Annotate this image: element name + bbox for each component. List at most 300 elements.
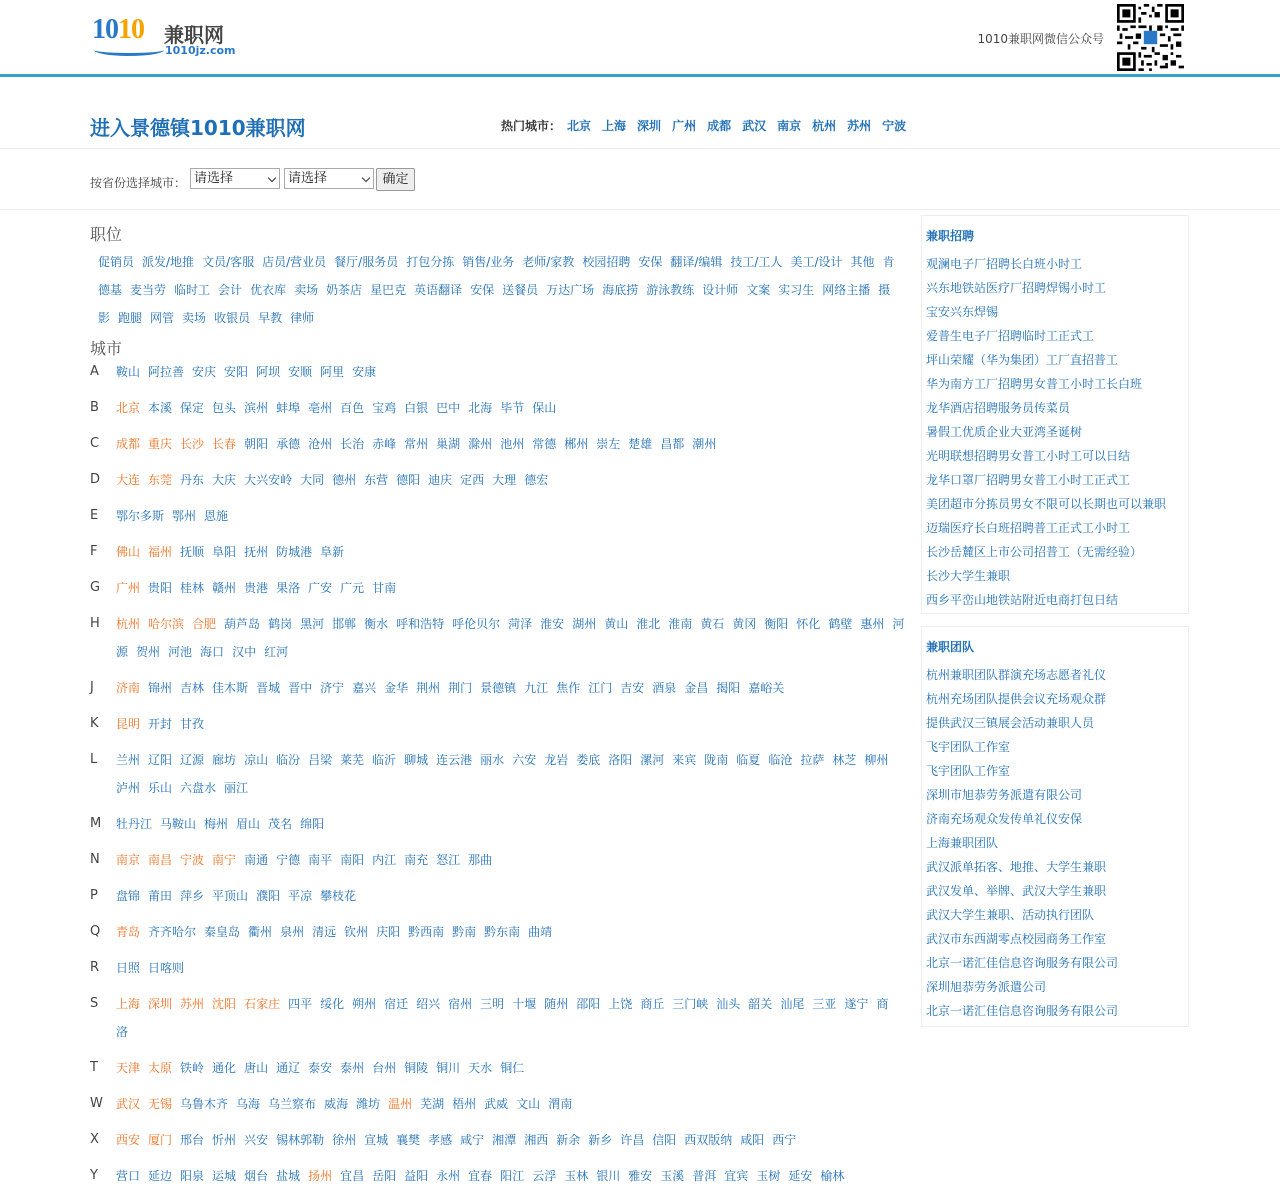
city-link[interactable]: 武汉 <box>116 1097 141 1111</box>
city-link[interactable]: 上海 <box>116 997 141 1011</box>
city-link[interactable]: 昌都 <box>660 437 685 451</box>
side-team-link[interactable]: 杭州充场团队提供会议充场观众群 <box>926 692 1107 706</box>
city-link[interactable]: 宣城 <box>364 1133 389 1147</box>
city-link[interactable]: 临沂 <box>372 753 397 767</box>
city-link[interactable]: 柳州 <box>864 753 889 767</box>
job-category-link[interactable]: 文员/客服 <box>202 255 255 269</box>
city-link[interactable]: 阳江 <box>500 1169 525 1183</box>
job-category-link[interactable]: 美工/设计 <box>790 255 843 269</box>
city-link[interactable]: 哈尔滨 <box>148 617 185 631</box>
job-category-link[interactable]: 会计 <box>218 283 243 297</box>
city-link[interactable]: 阜新 <box>320 545 345 559</box>
city-link[interactable]: 西安 <box>116 1133 141 1147</box>
city-link[interactable]: 酒泉 <box>652 681 677 695</box>
city-link[interactable]: 晋中 <box>288 681 313 695</box>
city-link[interactable]: 廊坊 <box>212 753 237 767</box>
city-link[interactable]: 合肥 <box>192 617 217 631</box>
city-link[interactable]: 郴州 <box>564 437 589 451</box>
city-link[interactable]: 三亚 <box>812 997 837 1011</box>
city-link[interactable]: 平顶山 <box>212 889 249 903</box>
city-link[interactable]: 滨州 <box>244 401 269 415</box>
city-link[interactable]: 萍乡 <box>180 889 205 903</box>
job-category-link[interactable]: 送餐员 <box>502 283 539 297</box>
city-link[interactable]: 西双版纳 <box>684 1133 733 1147</box>
job-category-link[interactable]: 星巴克 <box>370 283 407 297</box>
city-link[interactable]: 莆田 <box>148 889 173 903</box>
city-link[interactable]: 苏州 <box>180 997 205 1011</box>
job-category-link[interactable]: 卖场 <box>294 283 319 297</box>
city-link[interactable]: 乌兰察布 <box>268 1097 317 1111</box>
job-category-link[interactable]: 文案 <box>746 283 771 297</box>
city-link[interactable]: 曲靖 <box>528 925 553 939</box>
city-link[interactable]: 长春 <box>212 437 237 451</box>
job-category-link[interactable]: 店员/营业员 <box>262 255 327 269</box>
side-job-link[interactable]: 宝安兴东焊锡 <box>926 305 999 319</box>
city-link[interactable]: 乌海 <box>236 1097 261 1111</box>
side-team-link[interactable]: 北京一诺汇佳信息咨询服务有限公司 <box>926 1004 1119 1018</box>
city-link[interactable]: 佳木斯 <box>212 681 249 695</box>
side-job-link[interactable]: 光明联想招聘男女普工小时工可以日结 <box>926 449 1131 463</box>
side-job-link[interactable]: 迈瑞医疗长白班招聘普工正式工小时工 <box>926 521 1131 535</box>
city-link[interactable]: 唐山 <box>244 1061 269 1075</box>
city-link[interactable]: 广安 <box>308 581 333 595</box>
city-link[interactable]: 河源 <box>116 617 905 659</box>
side-job-link[interactable]: 爱普生电子厂招聘临时工正式工 <box>926 329 1095 343</box>
city-link[interactable]: 临沧 <box>768 753 793 767</box>
job-category-link[interactable]: 麦当劳 <box>130 283 167 297</box>
job-category-link[interactable]: 收银员 <box>214 311 251 325</box>
city-link[interactable]: 葫芦岛 <box>224 617 261 631</box>
city-link[interactable]: 眉山 <box>236 817 261 831</box>
city-link[interactable]: 辽阳 <box>148 753 173 767</box>
city-link[interactable]: 荆州 <box>416 681 441 695</box>
city-link[interactable]: 茂名 <box>268 817 293 831</box>
city-link[interactable]: 鄂州 <box>172 509 197 523</box>
city-link[interactable]: 德阳 <box>396 473 421 487</box>
city-link[interactable]: 梅州 <box>204 817 229 831</box>
city-link[interactable]: 崇左 <box>596 437 621 451</box>
city-link[interactable]: 随州 <box>544 997 569 1011</box>
city-link[interactable]: 德宏 <box>524 473 549 487</box>
city-link[interactable]: 盘锦 <box>116 889 141 903</box>
site-logo[interactable] <box>92 14 242 60</box>
city-link[interactable]: 丽水 <box>480 753 505 767</box>
hot-city-link[interactable]: 苏州 <box>847 119 872 133</box>
city-link[interactable]: 南昌 <box>148 853 173 867</box>
city-link[interactable]: 渭南 <box>548 1097 573 1111</box>
job-category-link[interactable]: 摄影 <box>98 283 891 325</box>
hot-city-link[interactable]: 南京 <box>777 119 802 133</box>
city-link[interactable]: 朝阳 <box>244 437 269 451</box>
city-link[interactable]: 六安 <box>512 753 537 767</box>
city-link[interactable]: 池州 <box>500 437 525 451</box>
city-link[interactable]: 濮阳 <box>256 889 281 903</box>
city-link[interactable]: 毕节 <box>500 401 525 415</box>
city-link[interactable]: 铜川 <box>436 1061 461 1075</box>
city-link[interactable]: 榆林 <box>820 1169 845 1183</box>
city-link[interactable]: 广州 <box>116 581 141 595</box>
city-link[interactable]: 贺州 <box>136 645 161 659</box>
city-link[interactable]: 咸宁 <box>460 1133 485 1147</box>
city-link[interactable]: 无锡 <box>148 1097 173 1111</box>
city-link[interactable]: 天津 <box>116 1061 141 1075</box>
city-link[interactable]: 汉中 <box>232 645 257 659</box>
city-link[interactable]: 黄山 <box>604 617 629 631</box>
city-link[interactable]: 济宁 <box>320 681 345 695</box>
city-link[interactable]: 延安 <box>788 1169 813 1183</box>
city-link[interactable]: 贵港 <box>244 581 269 595</box>
city-link[interactable]: 温州 <box>388 1097 413 1111</box>
city-link[interactable]: 庆阳 <box>376 925 401 939</box>
city-link[interactable]: 沧州 <box>308 437 333 451</box>
city-link[interactable]: 衡水 <box>364 617 389 631</box>
city-link[interactable]: 武威 <box>484 1097 509 1111</box>
city-link[interactable]: 九江 <box>524 681 549 695</box>
city-link[interactable]: 南通 <box>244 853 269 867</box>
city-link[interactable]: 淮南 <box>668 617 693 631</box>
city-link[interactable]: 安庆 <box>192 365 217 379</box>
job-category-link[interactable]: 律师 <box>290 311 315 325</box>
job-category-link[interactable]: 老师/家教 <box>522 255 575 269</box>
job-category-link[interactable]: 校园招聘 <box>582 255 631 269</box>
city-link[interactable]: 铜陵 <box>404 1061 429 1075</box>
city-link[interactable]: 衡阳 <box>764 617 789 631</box>
city-link[interactable]: 湘西 <box>524 1133 549 1147</box>
city-link[interactable]: 上饶 <box>608 997 633 1011</box>
city-link[interactable]: 吕梁 <box>308 753 333 767</box>
city-link[interactable]: 聊城 <box>404 753 429 767</box>
city-link[interactable]: 鞍山 <box>116 365 141 379</box>
job-category-link[interactable]: 翻译/编辑 <box>670 255 723 269</box>
side-job-link[interactable]: 暑假工优质企业大亚湾圣诞树 <box>926 425 1083 439</box>
job-category-link[interactable]: 肯德基 <box>98 255 895 297</box>
city-link[interactable]: 阿里 <box>320 365 345 379</box>
city-link[interactable]: 辽源 <box>180 753 205 767</box>
city-link[interactable]: 商丘 <box>640 997 665 1011</box>
city-link[interactable]: 邢台 <box>180 1133 205 1147</box>
city-link[interactable]: 吉安 <box>620 681 645 695</box>
city-link[interactable]: 佛山 <box>116 545 141 559</box>
city-link[interactable]: 十堰 <box>512 997 537 1011</box>
city-link[interactable]: 烟台 <box>244 1169 269 1183</box>
city-link[interactable]: 抚顺 <box>180 545 205 559</box>
city-link[interactable]: 深圳 <box>148 997 173 1011</box>
side-team-link[interactable]: 武汉市东西湖零点校园商务工作室 <box>926 932 1107 946</box>
city-link[interactable]: 淮安 <box>540 617 565 631</box>
city-link[interactable]: 汕尾 <box>780 997 805 1011</box>
city-link[interactable]: 黑河 <box>300 617 325 631</box>
job-category-link[interactable]: 其他 <box>850 255 875 269</box>
city-link[interactable]: 益阳 <box>404 1169 429 1183</box>
city-link[interactable]: 大同 <box>300 473 325 487</box>
city-link[interactable]: 商洛 <box>116 997 889 1039</box>
city-link[interactable]: 广元 <box>340 581 365 595</box>
city-link[interactable]: 红河 <box>264 645 289 659</box>
city-link[interactable]: 惠州 <box>860 617 885 631</box>
city-link[interactable]: 泸州 <box>116 781 141 795</box>
city-link[interactable]: 迪庆 <box>428 473 453 487</box>
city-link[interactable]: 雅安 <box>628 1169 653 1183</box>
city-link[interactable]: 宝鸡 <box>372 401 397 415</box>
city-link[interactable]: 福州 <box>148 545 173 559</box>
city-link[interactable]: 安康 <box>352 365 377 379</box>
city-link[interactable]: 攀枝花 <box>320 889 357 903</box>
city-link[interactable]: 鹤壁 <box>828 617 853 631</box>
city-link[interactable]: 巴中 <box>436 401 461 415</box>
city-link[interactable]: 玉树 <box>756 1169 781 1183</box>
city-link[interactable]: 龙岩 <box>544 753 569 767</box>
city-link[interactable]: 北海 <box>468 401 493 415</box>
hot-city-link[interactable]: 上海 <box>602 119 627 133</box>
city-link[interactable]: 宿迁 <box>384 997 409 1011</box>
job-category-link[interactable]: 网管 <box>150 311 175 325</box>
city-link[interactable]: 济南 <box>116 681 141 695</box>
city-link[interactable]: 揭阳 <box>716 681 741 695</box>
job-category-link[interactable]: 英语翻译 <box>414 283 463 297</box>
city-link[interactable]: 齐齐哈尔 <box>148 925 197 939</box>
hot-city-link[interactable]: 宁波 <box>882 119 907 133</box>
city-link[interactable]: 荆门 <box>448 681 473 695</box>
city-link[interactable]: 南京 <box>116 853 141 867</box>
city-link[interactable]: 洛阳 <box>608 753 633 767</box>
city-link[interactable]: 娄底 <box>576 753 601 767</box>
hot-city-link[interactable]: 武汉 <box>742 119 767 133</box>
city-link[interactable]: 果洛 <box>276 581 301 595</box>
city-link[interactable]: 兴安 <box>244 1133 269 1147</box>
city-link[interactable]: 河池 <box>168 645 193 659</box>
city-link[interactable]: 东营 <box>364 473 389 487</box>
province-select[interactable] <box>190 168 280 189</box>
city-link[interactable]: 防城港 <box>276 545 313 559</box>
city-link[interactable]: 重庆 <box>148 437 173 451</box>
city-link[interactable]: 三明 <box>480 997 505 1011</box>
city-link[interactable]: 大连 <box>116 473 141 487</box>
side-job-link[interactable]: 坪山荣耀（华为集团）工厂直招普工 <box>926 353 1119 367</box>
city-link[interactable]: 韶关 <box>748 997 773 1011</box>
side-team-link[interactable]: 杭州兼职团队群演充场志愿者礼仪 <box>926 668 1107 682</box>
job-category-link[interactable]: 奶茶店 <box>326 283 363 297</box>
city-link[interactable]: 保山 <box>532 401 557 415</box>
city-link[interactable]: 金华 <box>384 681 409 695</box>
city-link[interactable]: 黔西南 <box>408 925 445 939</box>
city-link[interactable]: 黄冈 <box>732 617 757 631</box>
city-link[interactable]: 六盘水 <box>180 781 217 795</box>
job-category-link[interactable]: 万达广场 <box>546 283 595 297</box>
city-link[interactable]: 宿州 <box>448 997 473 1011</box>
city-link[interactable]: 大庆 <box>212 473 237 487</box>
city-link[interactable]: 楚雄 <box>628 437 653 451</box>
city-link[interactable]: 威海 <box>324 1097 349 1111</box>
city-link[interactable]: 本溪 <box>148 401 173 415</box>
city-link[interactable]: 普洱 <box>692 1169 717 1183</box>
job-category-link[interactable]: 跑腿 <box>118 311 143 325</box>
city-link[interactable]: 宁波 <box>180 853 205 867</box>
city-link[interactable]: 锡林郭勒 <box>276 1133 325 1147</box>
city-link[interactable]: 新余 <box>556 1133 581 1147</box>
job-category-link[interactable]: 优衣库 <box>250 283 287 297</box>
city-link[interactable]: 连云港 <box>436 753 473 767</box>
city-link[interactable]: 绍兴 <box>416 997 441 1011</box>
city-link[interactable]: 蚌埠 <box>276 401 301 415</box>
side-team-link[interactable]: 武汉派单拓客、地推、大学生兼职 <box>926 860 1107 874</box>
city-link[interactable]: 玉溪 <box>660 1169 685 1183</box>
city-link[interactable]: 常德 <box>532 437 557 451</box>
city-link[interactable]: 芜湖 <box>420 1097 445 1111</box>
city-link[interactable]: 安阳 <box>224 365 249 379</box>
city-link[interactable]: 长治 <box>340 437 365 451</box>
job-category-link[interactable]: 网络主播 <box>822 283 871 297</box>
city-link[interactable]: 新乡 <box>588 1133 613 1147</box>
city-link[interactable]: 孝感 <box>428 1133 453 1147</box>
city-link[interactable]: 清远 <box>312 925 337 939</box>
side-team-link[interactable]: 提供武汉三镇展会活动兼职人员 <box>926 716 1095 730</box>
city-link[interactable]: 常州 <box>404 437 429 451</box>
city-link[interactable]: 马鞍山 <box>160 817 197 831</box>
city-link[interactable]: 阜阳 <box>212 545 237 559</box>
city-link[interactable]: 怒江 <box>436 853 461 867</box>
city-link[interactable]: 咸阳 <box>740 1133 765 1147</box>
city-link[interactable]: 怀化 <box>796 617 821 631</box>
city-select[interactable] <box>284 168 374 189</box>
city-link[interactable]: 日照 <box>116 961 141 975</box>
city-link[interactable]: 阿拉善 <box>148 365 185 379</box>
side-job-link[interactable]: 龙华口罩厂招聘男女普工小时工正式工 <box>926 473 1131 487</box>
city-link[interactable]: 吉林 <box>180 681 205 695</box>
city-link[interactable]: 赤峰 <box>372 437 397 451</box>
city-link[interactable]: 内江 <box>372 853 397 867</box>
city-link[interactable]: 那曲 <box>468 853 493 867</box>
job-category-link[interactable]: 游泳教练 <box>646 283 695 297</box>
city-link[interactable]: 黔东南 <box>484 925 521 939</box>
city-link[interactable]: 四平 <box>288 997 313 1011</box>
city-link[interactable]: 景德镇 <box>480 681 517 695</box>
city-link[interactable]: 秦皇岛 <box>204 925 241 939</box>
city-link[interactable]: 天水 <box>468 1061 493 1075</box>
city-link[interactable]: 大理 <box>492 473 517 487</box>
city-link[interactable]: 成都 <box>116 437 141 451</box>
job-category-link[interactable]: 安保 <box>638 255 663 269</box>
hot-city-link[interactable]: 杭州 <box>812 119 837 133</box>
city-link[interactable]: 忻州 <box>212 1133 237 1147</box>
city-link[interactable]: 嘉兴 <box>352 681 377 695</box>
city-link[interactable]: 抚州 <box>244 545 269 559</box>
city-link[interactable]: 东莞 <box>148 473 173 487</box>
city-link[interactable]: 湖州 <box>572 617 597 631</box>
city-link[interactable]: 潮州 <box>692 437 717 451</box>
city-link[interactable]: 玉林 <box>564 1169 589 1183</box>
city-link[interactable]: 丹东 <box>180 473 205 487</box>
city-link[interactable]: 台州 <box>372 1061 397 1075</box>
city-link[interactable]: 阳泉 <box>180 1169 205 1183</box>
city-link[interactable]: 锦州 <box>148 681 173 695</box>
city-link[interactable]: 南平 <box>308 853 333 867</box>
city-link[interactable]: 通辽 <box>276 1061 301 1075</box>
job-category-link[interactable]: 打包分拣 <box>406 255 455 269</box>
city-link[interactable]: 陇南 <box>704 753 729 767</box>
job-category-link[interactable]: 派发/地推 <box>142 255 195 269</box>
city-link[interactable]: 兰州 <box>116 753 141 767</box>
city-link[interactable]: 朔州 <box>352 997 377 1011</box>
side-job-link[interactable]: 龙华酒店招聘服务员传菜员 <box>926 401 1071 415</box>
city-link[interactable]: 焦作 <box>556 681 581 695</box>
city-link[interactable]: 来宾 <box>672 753 697 767</box>
city-link[interactable]: 襄樊 <box>396 1133 421 1147</box>
side-job-link[interactable]: 观澜电子厂招聘长白班小时工 <box>926 257 1083 271</box>
hot-city-link[interactable]: 深圳 <box>637 119 662 133</box>
city-link[interactable]: 江门 <box>588 681 613 695</box>
city-link[interactable]: 杭州 <box>116 617 141 631</box>
city-link[interactable]: 淮北 <box>636 617 661 631</box>
city-link[interactable]: 南充 <box>404 853 429 867</box>
side-job-link[interactable]: 兴东地铁站医疗厂招聘焊锡小时工 <box>926 281 1107 295</box>
city-link[interactable]: 绵阳 <box>300 817 325 831</box>
city-link[interactable]: 宜春 <box>468 1169 493 1183</box>
city-link[interactable]: 莱芜 <box>340 753 365 767</box>
city-link[interactable]: 呼伦贝尔 <box>452 617 501 631</box>
city-link[interactable]: 南阳 <box>340 853 365 867</box>
hot-city-link[interactable]: 广州 <box>672 119 697 133</box>
city-link[interactable]: 邵阳 <box>576 997 601 1011</box>
city-link[interactable]: 黄石 <box>700 617 725 631</box>
city-link[interactable]: 丽江 <box>224 781 249 795</box>
side-job-link[interactable]: 华为南方工厂招聘男女普工小时工长白班 <box>926 377 1143 391</box>
city-link[interactable]: 临汾 <box>276 753 301 767</box>
city-link[interactable]: 乌鲁木齐 <box>180 1097 229 1111</box>
city-link[interactable]: 湘潭 <box>492 1133 517 1147</box>
city-link[interactable]: 定西 <box>460 473 485 487</box>
city-link[interactable]: 永州 <box>436 1169 461 1183</box>
city-link[interactable]: 临夏 <box>736 753 761 767</box>
side-team-link[interactable]: 深圳旭恭劳务派遣公司 <box>926 980 1047 994</box>
job-category-link[interactable]: 早教 <box>258 311 283 325</box>
city-link[interactable]: 菏泽 <box>508 617 533 631</box>
city-link[interactable]: 盐城 <box>276 1169 301 1183</box>
city-link[interactable]: 青岛 <box>116 925 141 939</box>
city-link[interactable]: 贵阳 <box>148 581 173 595</box>
city-link[interactable]: 拉萨 <box>800 753 825 767</box>
city-link[interactable]: 漯河 <box>640 753 665 767</box>
city-link[interactable]: 西宁 <box>772 1133 797 1147</box>
city-link[interactable]: 海口 <box>200 645 225 659</box>
city-link[interactable]: 宁德 <box>276 853 301 867</box>
city-link[interactable]: 桂林 <box>180 581 205 595</box>
city-link[interactable]: 凉山 <box>244 753 269 767</box>
city-link[interactable]: 宜昌 <box>340 1169 365 1183</box>
city-link[interactable]: 徐州 <box>332 1133 357 1147</box>
city-link[interactable]: 恩施 <box>204 509 229 523</box>
side-job-link[interactable]: 美团超市分拣员男女不限可以长期也可以兼职 <box>926 497 1167 511</box>
city-link[interactable]: 开封 <box>148 717 173 731</box>
side-job-link[interactable]: 西乡平峦山地铁站附近电商打包日结 <box>926 593 1119 607</box>
city-link[interactable]: 汕头 <box>716 997 741 1011</box>
city-link[interactable]: 北京 <box>116 401 141 415</box>
city-link[interactable]: 亳州 <box>308 401 333 415</box>
city-link[interactable]: 梧州 <box>452 1097 477 1111</box>
job-category-link[interactable]: 餐厅/服务员 <box>334 255 399 269</box>
city-link[interactable]: 通化 <box>212 1061 237 1075</box>
city-link[interactable]: 甘南 <box>372 581 397 595</box>
city-link[interactable]: 牡丹江 <box>116 817 153 831</box>
city-link[interactable]: 呼和浩特 <box>396 617 445 631</box>
city-link[interactable]: 百色 <box>340 401 365 415</box>
city-link[interactable]: 滁州 <box>468 437 493 451</box>
city-link[interactable]: 巢湖 <box>436 437 461 451</box>
city-link[interactable]: 金昌 <box>684 681 709 695</box>
city-link[interactable]: 铁岭 <box>180 1061 205 1075</box>
city-link[interactable]: 大兴安岭 <box>244 473 293 487</box>
city-link[interactable]: 石家庄 <box>244 997 281 1011</box>
city-link[interactable]: 乐山 <box>148 781 173 795</box>
